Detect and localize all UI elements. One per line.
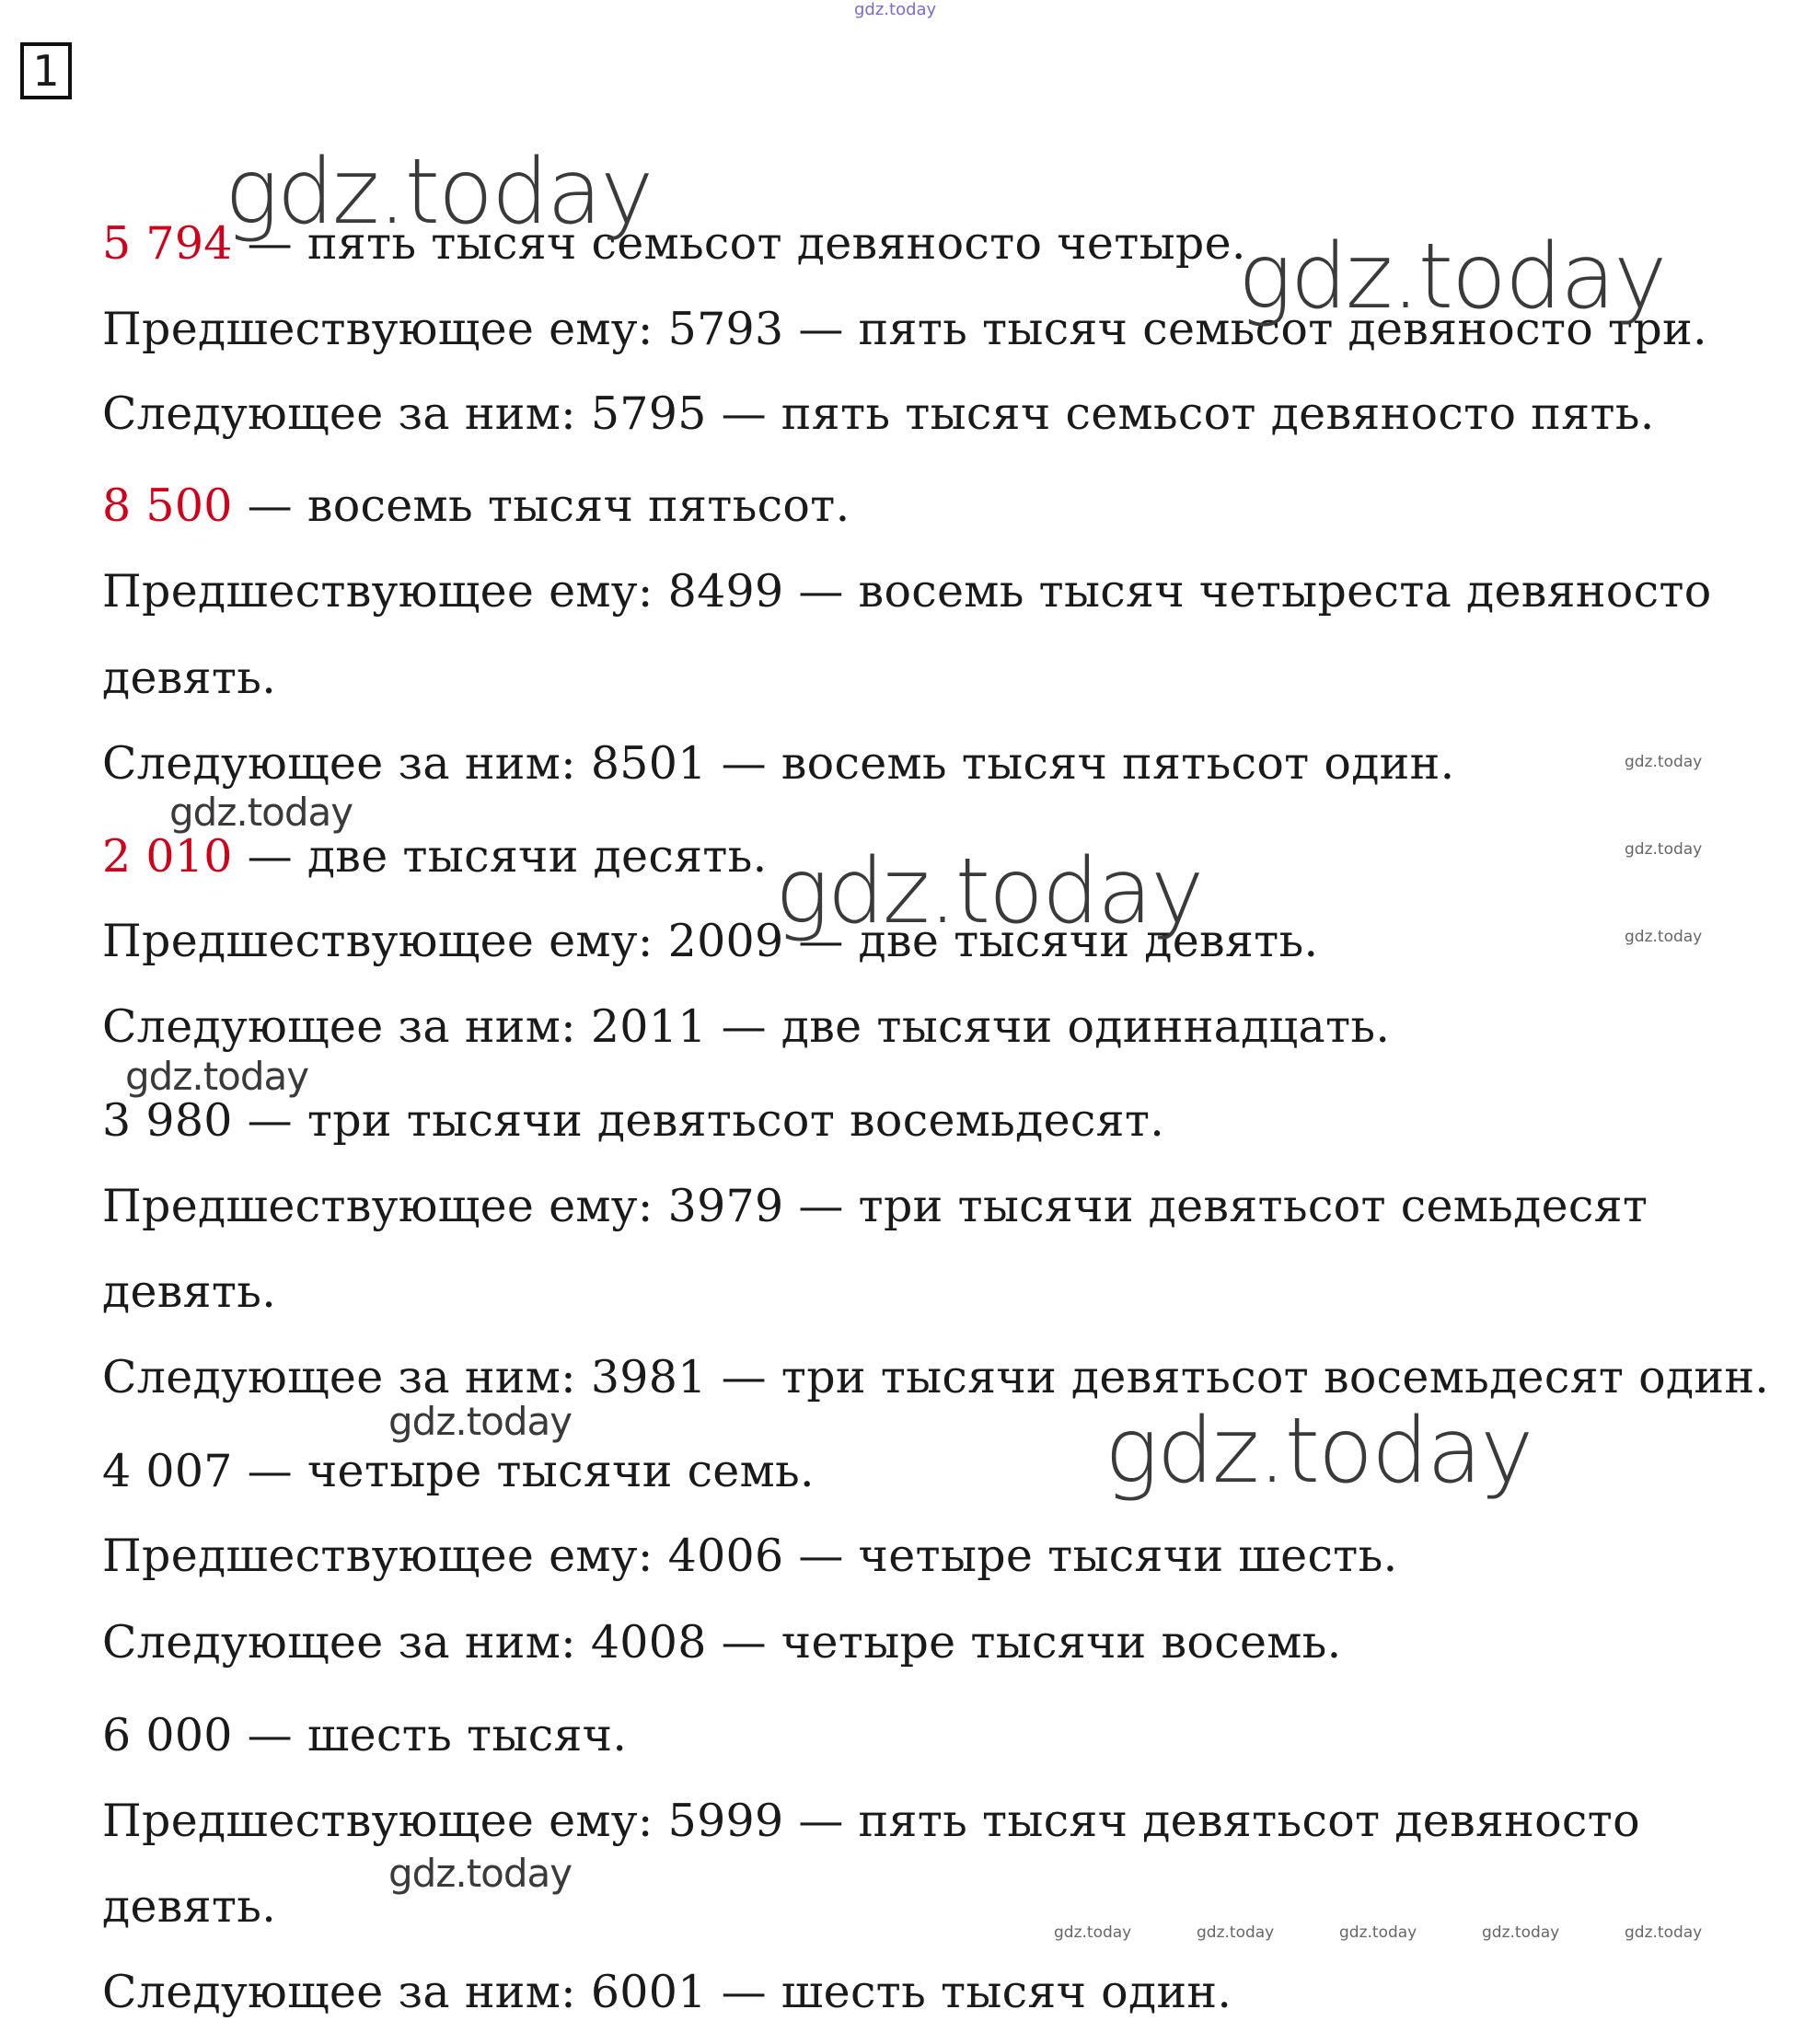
number-words: — две тысячи десять. [232, 830, 768, 883]
next-number-line: Следующее за ним: 3981 — три тысячи девятьсот восемьдесят один. [102, 1351, 1770, 1403]
number-words: — четыре тысячи семь. [232, 1445, 815, 1497]
watermark: gdz.today [1238, 225, 1666, 329]
next-number-line: Следующее за ним: 6001 — шесть тысяч один. [102, 1966, 1232, 2018]
watermark: gdz.today [1197, 1923, 1275, 1942]
previous-number-line: Предшествующее ему: 4006 — четыре тысячи шесть. [102, 1530, 1398, 1582]
number-value: 6 000 [102, 1709, 233, 1761]
previous-number-line: Предшествующее ему: 2009 — две тысячи девять. [102, 915, 1319, 967]
previous-number-line: Предшествующее ему: 8499 — восемь тысяч четыреста девяносто [102, 565, 1712, 618]
watermark: gdz.today [775, 839, 1203, 944]
watermark: gdz.today [1625, 753, 1703, 771]
next-number-line: Следующее за ним: 5795 — пять тысяч семьсот девяносто пять. [102, 387, 1655, 440]
number-words: — пять тысяч семьсот девяносто четыре. [232, 217, 1246, 270]
watermark: gdz.today [1054, 1923, 1132, 1942]
number-words: — шесть тысяч. [232, 1709, 628, 1761]
number-value: 2 010 [102, 830, 233, 883]
number-line [102, 1094, 1165, 1147]
watermark: gdz.today [1105, 1399, 1533, 1504]
watermark: gdz.today [125, 1054, 309, 1099]
watermark: gdz.today [225, 140, 653, 245]
watermark: gdz.today [388, 1851, 573, 1896]
next-number-line: Следующее за ним: 4008 — четыре тысячи восемь. [102, 1616, 1342, 1669]
watermark: gdz.today [388, 1399, 573, 1444]
number-line [102, 479, 850, 532]
number-value: 5 794 [102, 217, 233, 270]
previous-number-line-continued: девять. [102, 1880, 277, 1933]
number-line [102, 1709, 628, 1761]
number-value: 8 500 [102, 479, 233, 532]
number-words: — восемь тысяч пятьсот. [232, 479, 850, 532]
previous-number-line: Предшествующее ему: 5999 — пять тысяч девятьсот девяносто [102, 1795, 1640, 1847]
previous-number-line-continued: девять. [102, 652, 277, 704]
number-value: 4 007 [102, 1445, 233, 1497]
watermark: gdz.today [1482, 1923, 1560, 1942]
next-number-line: Следующее за ним: 2011 — две тысячи одиннадцать. [102, 1000, 1391, 1053]
task-number-box [20, 42, 72, 99]
number-line [102, 830, 768, 883]
previous-number-line: Предшествующее ему: 5793 — пять тысяч семьсот девяносто три. [102, 303, 1707, 355]
watermark: gdz.today [1625, 1923, 1703, 1942]
watermark: gdz.today [169, 790, 353, 835]
number-words: — три тысячи девятьсот восемьдесят. [232, 1094, 1165, 1147]
number-line [102, 1445, 815, 1497]
previous-number-line-continued: девять. [102, 1265, 277, 1318]
previous-number-line: Предшествующее ему: 3979 — три тысячи девятьсот семьдесят [102, 1180, 1648, 1232]
task-number: 1 [32, 46, 60, 96]
watermark: gdz.today [854, 0, 937, 19]
watermark: gdz.today [1625, 840, 1703, 859]
next-number-line: Следующее за ним: 8501 — восемь тысяч пятьсот один. [102, 737, 1455, 790]
number-value: 3 980 [102, 1094, 233, 1147]
watermark: gdz.today [1339, 1923, 1417, 1942]
watermark: gdz.today [1625, 928, 1703, 946]
